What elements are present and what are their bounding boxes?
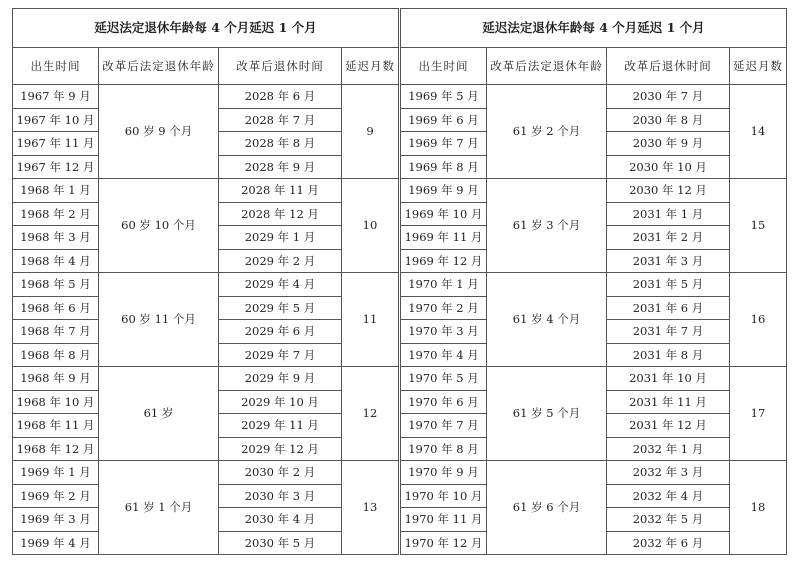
- delay-months-cell: 12: [342, 367, 399, 461]
- delay-months-cell: 17: [730, 367, 787, 461]
- delay-months-cell: 18: [730, 461, 787, 555]
- birth-date-cell: 1968 年 8 月: [13, 343, 99, 367]
- delay-months-cell: 10: [342, 179, 399, 273]
- birth-date-cell: 1970 年 1 月: [401, 273, 487, 297]
- retirement-age-cell: 61 岁 6 个月: [487, 461, 607, 555]
- retirement-date-cell: 2029 年 7 月: [219, 343, 342, 367]
- retirement-date-cell: 2030 年 7 月: [607, 85, 730, 109]
- birth-date-cell: 1967 年 12 月: [13, 155, 99, 179]
- retirement-table-left: [12, 8, 399, 555]
- retirement-date-cell: 2031 年 6 月: [607, 296, 730, 320]
- birth-date-cell: 1970 年 3 月: [401, 320, 487, 344]
- retirement-date-cell: 2032 年 4 月: [607, 484, 730, 508]
- table-body: [13, 85, 399, 555]
- retirement-date-cell: 2028 年 9 月: [219, 155, 342, 179]
- birth-date-cell: 1967 年 11 月: [13, 132, 99, 156]
- birth-date-cell: 1968 年 4 月: [13, 249, 99, 273]
- retirement-date-cell: 2031 年 10 月: [607, 367, 730, 391]
- table-row: [13, 461, 399, 485]
- birth-date-cell: 1970 年 7 月: [401, 414, 487, 438]
- retirement-date-cell: 2031 年 8 月: [607, 343, 730, 367]
- retirement-date-cell: 2031 年 2 月: [607, 226, 730, 250]
- table-body: [401, 85, 787, 555]
- table-row: [401, 273, 787, 297]
- birth-date-cell: 1969 年 9 月: [401, 179, 487, 203]
- birth-date-cell: 1968 年 3 月: [13, 226, 99, 250]
- retirement-age-cell: 60 岁 9 个月: [99, 85, 219, 179]
- birth-date-cell: 1969 年 1 月: [13, 461, 99, 485]
- retirement-date-cell: 2029 年 6 月: [219, 320, 342, 344]
- table-title: 延迟法定退休年龄每 4 个月延迟 1 个月: [13, 9, 399, 48]
- retirement-date-cell: 2031 年 3 月: [607, 249, 730, 273]
- header-retirement-date: 改革后退休时间: [219, 48, 342, 85]
- retirement-table-right: [400, 8, 787, 555]
- retirement-date-cell: 2030 年 10 月: [607, 155, 730, 179]
- header-retirement-date: 改革后退休时间: [607, 48, 730, 85]
- birth-date-cell: 1969 年 7 月: [401, 132, 487, 156]
- retirement-date-cell: 2029 年 9 月: [219, 367, 342, 391]
- birth-date-cell: 1968 年 10 月: [13, 390, 99, 414]
- header-retirement-age: 改革后法定退休年龄: [99, 48, 219, 85]
- retirement-date-cell: 2032 年 3 月: [607, 461, 730, 485]
- retirement-date-cell: 2028 年 6 月: [219, 85, 342, 109]
- birth-date-cell: 1968 年 2 月: [13, 202, 99, 226]
- retirement-date-cell: 2029 年 11 月: [219, 414, 342, 438]
- birth-date-cell: 1970 年 4 月: [401, 343, 487, 367]
- retirement-date-cell: 2029 年 4 月: [219, 273, 342, 297]
- retirement-date-cell: 2031 年 1 月: [607, 202, 730, 226]
- retirement-age-cell: 60 岁 10 个月: [99, 179, 219, 273]
- retirement-age-cell: 61 岁: [99, 367, 219, 461]
- birth-date-cell: 1968 年 12 月: [13, 437, 99, 461]
- birth-date-cell: 1969 年 10 月: [401, 202, 487, 226]
- retirement-date-cell: 2031 年 12 月: [607, 414, 730, 438]
- birth-date-cell: 1970 年 6 月: [401, 390, 487, 414]
- retirement-date-cell: 2030 年 12 月: [607, 179, 730, 203]
- retirement-age-cell: 61 岁 5 个月: [487, 367, 607, 461]
- table-row: [13, 179, 399, 203]
- birth-date-cell: 1967 年 9 月: [13, 85, 99, 109]
- retirement-age-cell: 60 岁 11 个月: [99, 273, 219, 367]
- birth-date-cell: 1967 年 10 月: [13, 108, 99, 132]
- retirement-date-cell: 2030 年 4 月: [219, 508, 342, 532]
- header-retirement-age: 改革后法定退休年龄: [487, 48, 607, 85]
- table-row: [401, 367, 787, 391]
- birth-date-cell: 1969 年 11 月: [401, 226, 487, 250]
- retirement-date-cell: 2032 年 1 月: [607, 437, 730, 461]
- birth-date-cell: 1968 年 6 月: [13, 296, 99, 320]
- retirement-age-cell: 61 岁 2 个月: [487, 85, 607, 179]
- birth-date-cell: 1969 年 3 月: [13, 508, 99, 532]
- birth-date-cell: 1969 年 5 月: [401, 85, 487, 109]
- birth-date-cell: 1968 年 1 月: [13, 179, 99, 203]
- header-delay-months: 延迟月数: [730, 48, 787, 85]
- retirement-date-cell: 2028 年 11 月: [219, 179, 342, 203]
- table-row: [13, 273, 399, 297]
- table-title: 延迟法定退休年龄每 4 个月延迟 1 个月: [401, 9, 787, 48]
- retirement-date-cell: 2032 年 6 月: [607, 531, 730, 555]
- birth-date-cell: 1970 年 8 月: [401, 437, 487, 461]
- retirement-date-cell: 2029 年 10 月: [219, 390, 342, 414]
- header-birth-date: 出生时间: [401, 48, 487, 85]
- table-row: [13, 367, 399, 391]
- retirement-date-cell: 2029 年 5 月: [219, 296, 342, 320]
- birth-date-cell: 1970 年 2 月: [401, 296, 487, 320]
- retirement-age-cell: 61 岁 3 个月: [487, 179, 607, 273]
- retirement-date-cell: 2030 年 8 月: [607, 108, 730, 132]
- birth-date-cell: 1968 年 11 月: [13, 414, 99, 438]
- retirement-date-cell: 2029 年 2 月: [219, 249, 342, 273]
- birth-date-cell: 1968 年 9 月: [13, 367, 99, 391]
- delay-months-cell: 9: [342, 85, 399, 179]
- retirement-date-cell: 2031 年 7 月: [607, 320, 730, 344]
- retirement-date-cell: 2030 年 2 月: [219, 461, 342, 485]
- birth-date-cell: 1969 年 12 月: [401, 249, 487, 273]
- retirement-date-cell: 2030 年 5 月: [219, 531, 342, 555]
- retirement-age-cell: 61 岁 1 个月: [99, 461, 219, 555]
- birth-date-cell: 1968 年 7 月: [13, 320, 99, 344]
- retirement-date-cell: 2028 年 7 月: [219, 108, 342, 132]
- retirement-date-cell: 2028 年 8 月: [219, 132, 342, 156]
- retirement-date-cell: 2029 年 1 月: [219, 226, 342, 250]
- header-delay-months: 延迟月数: [342, 48, 399, 85]
- retirement-date-cell: 2032 年 5 月: [607, 508, 730, 532]
- retirement-date-cell: 2030 年 3 月: [219, 484, 342, 508]
- delay-months-cell: 13: [342, 461, 399, 555]
- delay-months-cell: 16: [730, 273, 787, 367]
- birth-date-cell: 1970 年 11 月: [401, 508, 487, 532]
- birth-date-cell: 1970 年 9 月: [401, 461, 487, 485]
- birth-date-cell: 1968 年 5 月: [13, 273, 99, 297]
- delay-months-cell: 14: [730, 85, 787, 179]
- birth-date-cell: 1969 年 4 月: [13, 531, 99, 555]
- birth-date-cell: 1969 年 6 月: [401, 108, 487, 132]
- retirement-date-cell: 2030 年 9 月: [607, 132, 730, 156]
- table-row: [13, 85, 399, 109]
- retirement-date-cell: 2031 年 11 月: [607, 390, 730, 414]
- retirement-date-cell: 2029 年 12 月: [219, 437, 342, 461]
- retirement-age-cell: 61 岁 4 个月: [487, 273, 607, 367]
- table-row: [401, 85, 787, 109]
- birth-date-cell: 1969 年 8 月: [401, 155, 487, 179]
- birth-date-cell: 1970 年 10 月: [401, 484, 487, 508]
- table-row: [401, 461, 787, 485]
- birth-date-cell: 1970 年 5 月: [401, 367, 487, 391]
- table-row: [401, 179, 787, 203]
- retirement-date-cell: 2031 年 5 月: [607, 273, 730, 297]
- birth-date-cell: 1970 年 12 月: [401, 531, 487, 555]
- retirement-date-cell: 2028 年 12 月: [219, 202, 342, 226]
- delay-months-cell: 11: [342, 273, 399, 367]
- header-birth-date: 出生时间: [13, 48, 99, 85]
- delay-months-cell: 15: [730, 179, 787, 273]
- birth-date-cell: 1969 年 2 月: [13, 484, 99, 508]
